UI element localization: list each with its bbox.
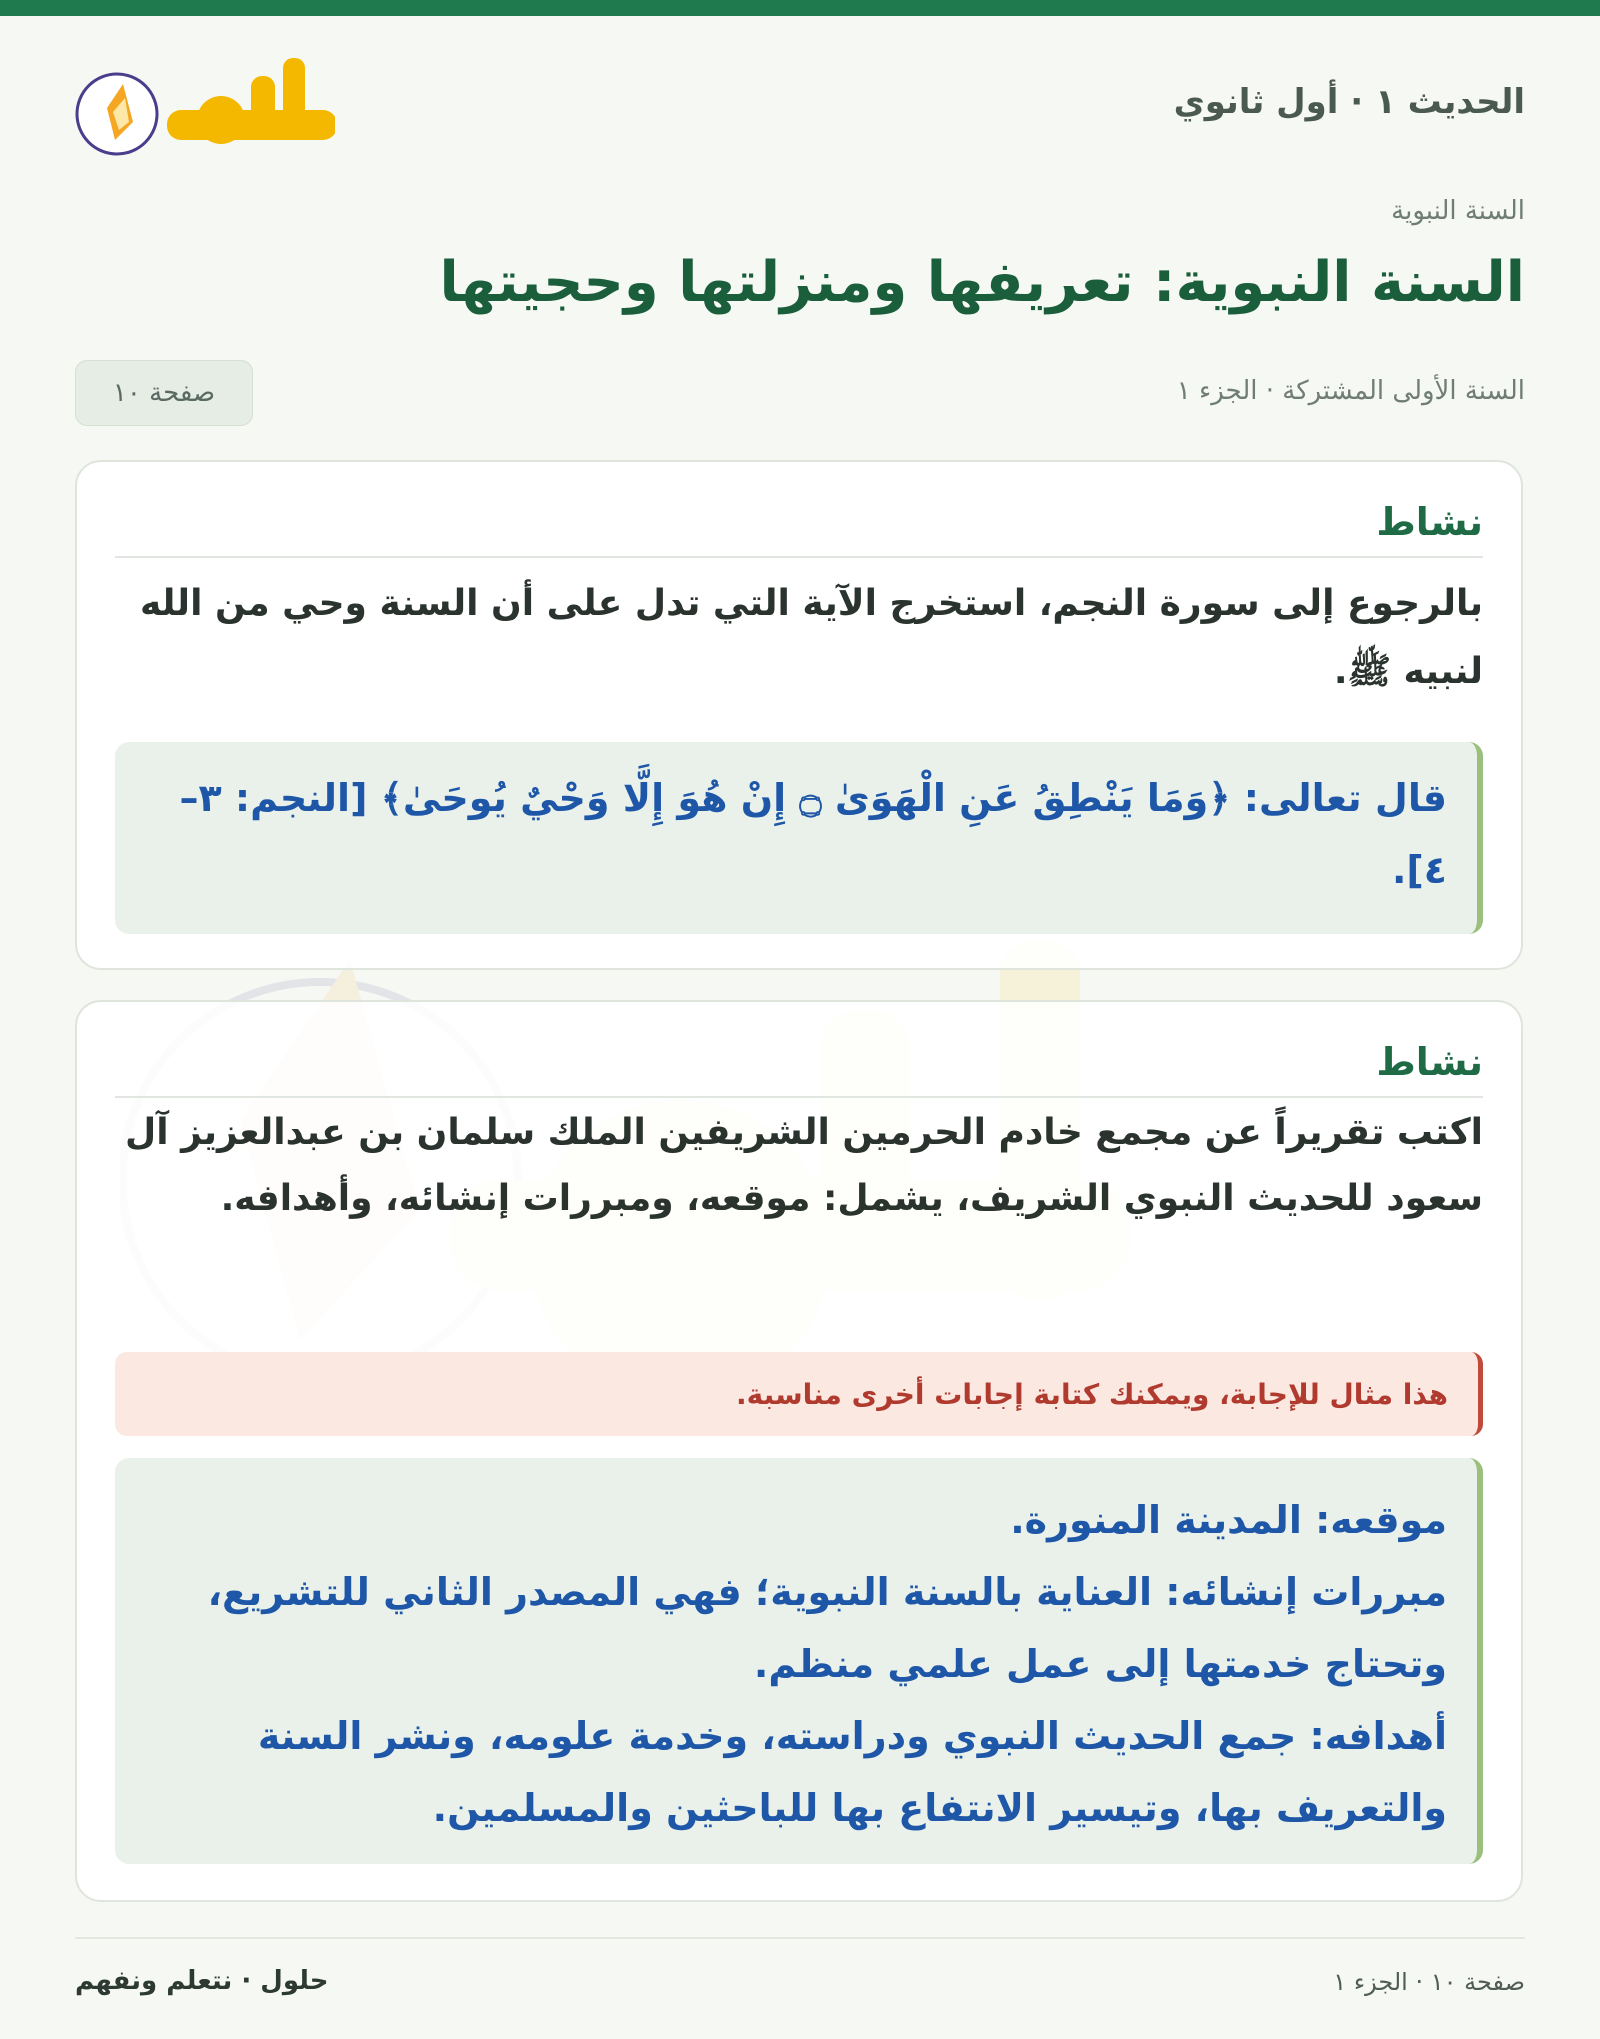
answer-box xyxy=(115,1458,1483,1864)
answer-line-location: موقعه: المدينة المنورة. xyxy=(1010,1498,1447,1542)
page-header xyxy=(75,56,1525,156)
grade-part-label: السنة الأولى المشتركة · الجزء ١ xyxy=(1176,376,1525,406)
page-title: السنة النبوية: تعريفها ومنزلتها وحجيتها xyxy=(439,250,1525,315)
activity-question: اكتب تقريراً عن مجمع خادم الحرمين الشريفين الملك سلمان بن عبدالعزيز آل سعود للحديث النبوي الشريف، يشمل: موقعه، ومبررات إنشائه، وأهدافه. xyxy=(124,1112,1483,1219)
footer-divider xyxy=(75,1937,1525,1939)
page-badge: صفحة ١٠ xyxy=(75,360,253,426)
logo xyxy=(75,56,335,156)
answer-line-reasons: مبررات إنشائه: العناية بالسنة النبوية؛ فهي المصدر الثاني للتشريع، وتحتاج خدمتها إلى عمل علمي منظم. xyxy=(207,1570,1447,1686)
card-header xyxy=(115,1040,1483,1098)
example-answer-note: هذا مثال للإجابة، ويمكنك كتابة إجابات أخرى مناسبة. xyxy=(115,1352,1483,1436)
answer-box xyxy=(115,742,1483,934)
footer-brand: حلول · نتعلم ونفهم xyxy=(75,1966,329,1996)
footer-page-info: صفحة ١٠ · الجزء ١ xyxy=(1333,1968,1525,1996)
subject-label: السنة النبوية xyxy=(1391,196,1525,226)
activity-card xyxy=(75,1000,1523,1902)
top-accent-bar xyxy=(0,0,1600,16)
meta-row xyxy=(75,360,1525,424)
activity-label: نشاط xyxy=(1376,500,1483,544)
activity-card xyxy=(75,460,1523,970)
answer-line: قال تعالى: ﴿وَمَا يَنْطِقُ عَنِ الْهَوَىٰ ۝ إِنْ هُوَ إِلَّا وَحْيٌ يُوحَىٰ﴾ [النجم: ٣–٤]. xyxy=(179,776,1447,892)
activity-label: نشاط xyxy=(1376,1040,1483,1084)
lesson-label: الحديث ١ · أول ثانوي xyxy=(1173,82,1525,122)
logo-icon xyxy=(75,56,335,156)
activity-question: بالرجوع إلى سورة النجم، استخرج الآية التي تدل على أن السنة وحي من الله لنبيه ﷺ. xyxy=(140,583,1483,692)
answer-line-goals: أهدافه: جمع الحديث النبوي ودراسته، وخدمة علومه، ونشر السنة والتعريف بها، وتيسير الانتفاع بها للباحثين والمسلمين. xyxy=(257,1714,1447,1830)
card-header xyxy=(115,500,1483,558)
